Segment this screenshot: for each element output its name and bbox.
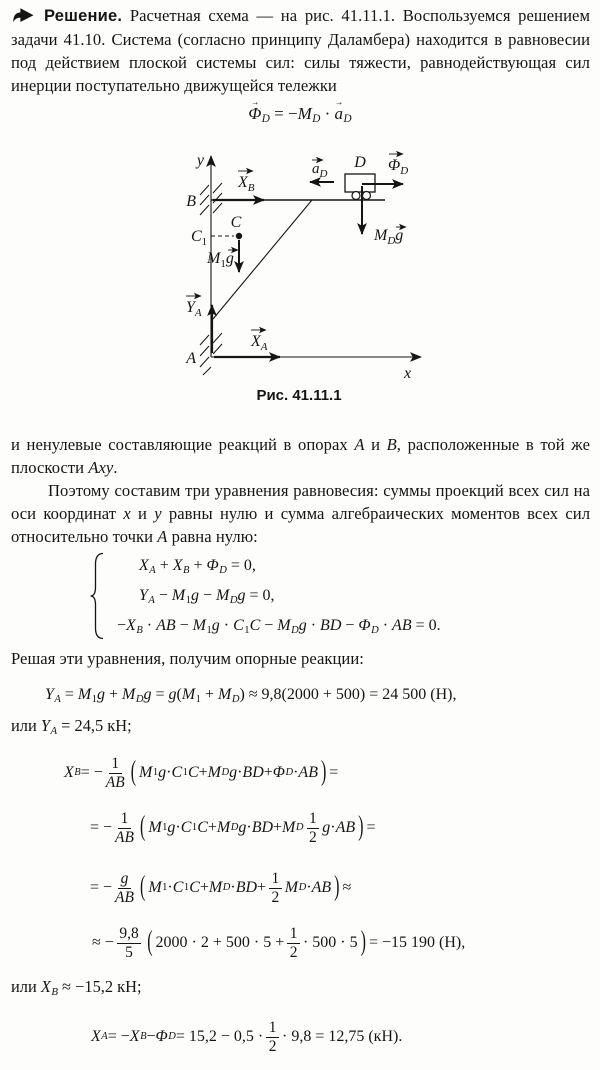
cart-wheel <box>352 192 360 200</box>
system-brace <box>88 552 105 640</box>
figure-41-11-1 <box>0 145 600 407</box>
equation-XA: X A = − X B − Φ D = 15,2 − 0,5 · $\frac{1}{2}$ · 9,8 = 12,75 (кН). <box>91 1018 403 1055</box>
figure-caption: Рис. 41.11.1 <box>256 387 342 404</box>
note-XB-value: или $X_B \approx -15,2$ кН; <box>11 977 142 999</box>
equation-XB-line2: = − $\frac{1}{AB}$ ( M 1 g · C 1 C + M D g · BD + M D $\frac{1}{2}$ g · AB ) = <box>90 809 376 846</box>
acceleration-aD-label: $a_D$ <box>312 161 328 180</box>
paragraph-supports: и ненулевые составляющие реакций в опорах A и B, расположенные в той же плоскости Axy. <box>11 435 590 477</box>
paragraph-equilibrium: Поэтому составим три уравнения равновесия: суммы проекций всех сил на оси координат x и y равны нулю и сумма алгебраических моментов всех сил относительно точки A равна нулю: <box>11 481 591 546</box>
intro-paragraph <box>11 4 590 97</box>
force-PhiD-label: $\Phi_D$ <box>388 157 409 177</box>
paragraph-solving: Решая эти уравнения, получим опорные реакции: <box>11 649 364 668</box>
force-XB-label: $X_B$ <box>238 174 255 194</box>
equation-YA: $Y_A = M_1g + M_Dg = g(M_1 + M_D) \approx 9,8(2000 + 500) = 24$ 500 (Н), <box>45 686 457 706</box>
equation-XB-line3: = − $\frac{g}{AB}$ ( M 1 · C 1 C + M D · BD + $\frac{1}{2}$ M D · AB ) ≈ <box>90 869 352 906</box>
body-paragraphs <box>11 433 590 548</box>
weight-MDg-label: $M_Dg$ <box>374 227 404 247</box>
x-axis-label: x <box>404 365 412 382</box>
solution-arrow-icon <box>11 7 35 23</box>
equation-system <box>88 551 441 641</box>
point-C1-label: $C_1$ <box>191 228 208 248</box>
point-A-label: A <box>186 350 196 367</box>
solution-label: Решение. <box>44 7 123 25</box>
point-B-label: B <box>186 193 196 210</box>
equation-XB-line4: ≈ − $\frac{9,8}{5}$ ( 2000 · 2 + 500 · 5 + $\frac{1}{2}$ · 500 · 5 ) = −15 190 (Н), <box>92 924 466 961</box>
point-D-label: D <box>354 154 366 171</box>
intro-text: Расчетная схема — на рис. 41.11.1. Воспользуемся решением задачи 41.10. Система (согласно принципу Даламбера) находится в равновесии под действием плоской системы сил: силы тяжести, равнодействующая сил инерции поступательно движущейся тележки <box>11 6 590 95</box>
y-axis-label: y <box>196 152 204 169</box>
equation-inertia-force: $\Phi \to_D = -M_D \cdot a \to_D$ <box>0 104 600 124</box>
cart-D <box>345 174 375 200</box>
equation-sum-x: $X_A + X_B + \Phi_D = 0$, <box>139 557 256 577</box>
equation-XB-line1: X B = − $\frac{1}{AB}$ ( M 1 g · C 1 C + M D g · BD + Φ D · AB ) = <box>64 754 339 791</box>
note-YA-value: или $Y_A = 24,5$ кН; <box>11 716 132 738</box>
center-of-mass-dot <box>236 233 242 239</box>
reaction-YA-label: $Y_A$ <box>186 299 202 319</box>
reaction-XA-label: $X_A$ <box>251 333 268 353</box>
cart-wheel <box>363 192 371 200</box>
equation-moments: $-X_B$ · AB − $M_1g \cdot C_1C - M_Dg$ · BD − $\Phi_D$ · AB = 0. <box>117 617 441 637</box>
point-C-label: C <box>230 214 242 231</box>
weight-M1g-label: $M_1g$ <box>207 250 234 270</box>
equation-sum-y: $Y_A - M_1g - M_Dg = 0$, <box>139 587 275 607</box>
